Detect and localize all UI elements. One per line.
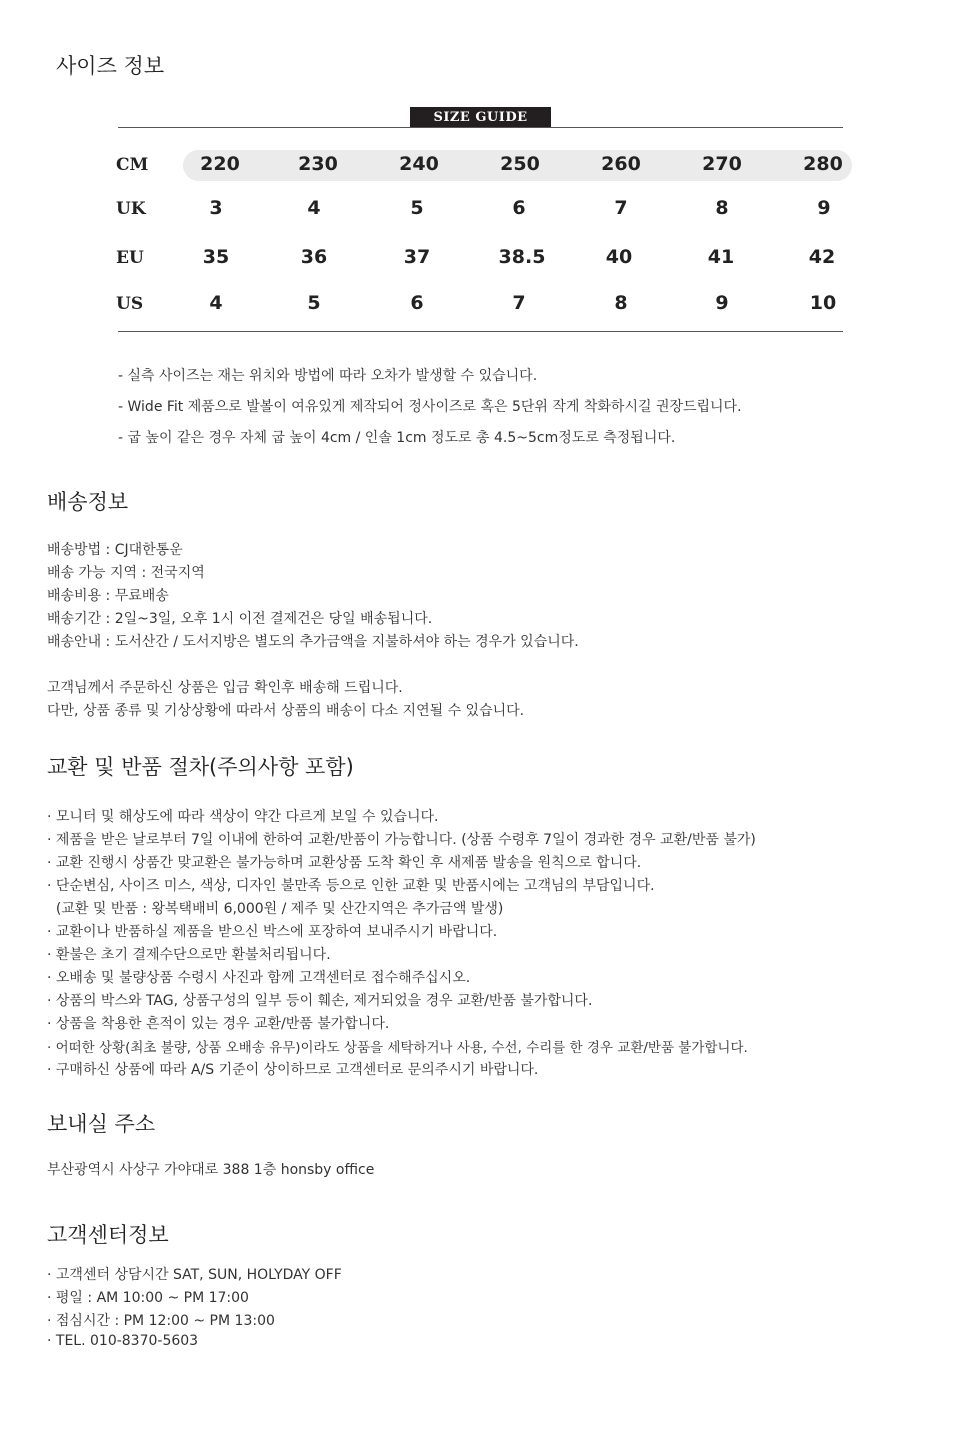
size-cell: 5 [307,292,321,314]
cs-line: · TEL. 010-8370-5603 [47,1333,199,1349]
size-cell: 5 [410,197,424,219]
size-cell: 38.5 [498,246,546,268]
size-cell: 9 [817,197,831,219]
size-cell: 3 [209,197,223,219]
size-cell: 7 [614,197,628,219]
size-cell: 10 [809,292,837,314]
row-label-uk: UK [116,199,146,219]
cs-line: · 점심시간 : PM 12:00 ~ PM 13:00 [47,1313,275,1329]
size-note: - 실측 사이즈는 재는 위치와 방법에 따라 오차가 발생할 수 있습니다. [118,368,538,384]
size-cell: 8 [614,292,628,314]
size-cell: 280 [803,153,843,175]
size-cell: 6 [512,197,526,219]
shipping-title: 배송정보 [47,490,129,514]
size-cell: 37 [403,246,431,268]
returns-title: 교환 및 반품 절차(주의사항 포함) [47,755,354,779]
cs-line: · 평일 : AM 10:00 ~ PM 17:00 [47,1290,249,1306]
row-label-cm: CM [116,155,149,175]
shipping-line: 배송비용 : 무료배송 [47,588,169,604]
size-note: - Wide Fit 제품으로 발볼이 여유있게 제작되어 정사이즈로 혹은 5단위 작게 착화하시길 권장드립니다. [118,399,742,415]
row-label-us: US [116,294,144,314]
size-cell: 4 [307,197,321,219]
shipping-line: 배송안내 : 도서산간 / 도서지방은 별도의 추가금액을 지불하셔야 하는 경우가 있습니다. [47,634,579,650]
size-cell: 230 [298,153,338,175]
returns-line: · 환불은 초기 결제수단으로만 환불처리됩니다. [47,947,331,963]
size-cell: 220 [200,153,240,175]
size-cell: 4 [209,292,223,314]
returns-line: (교환 및 반품 : 왕복택배비 6,000원 / 제주 및 산간지역은 추가금액 발생) [47,901,504,917]
size-cell: 250 [500,153,540,175]
size-cell: 7 [512,292,526,314]
address-title: 보내실 주소 [47,1112,156,1136]
address-line: 부산광역시 사상구 가야대로 388 1층 honsby office [47,1162,375,1178]
row-label-eu: EU [116,248,144,268]
returns-line: · 상품을 착용한 흔적이 있는 경우 교환/반품 불가합니다. [47,1016,390,1032]
size-cell: 36 [300,246,328,268]
shipping-line: 배송기간 : 2일~3일, 오후 1시 이전 결제건은 당일 배송됩니다. [47,611,433,627]
size-cell: 270 [702,153,742,175]
size-table-top-rule [118,127,843,128]
size-cell: 240 [399,153,439,175]
returns-line: · 상품의 박스와 TAG, 상품구성의 일부 등이 훼손, 제거되었을 경우 교환/반품 불가합니다. [47,993,593,1009]
returns-line: · 어떠한 상황(최초 불량, 상품 오배송 유무)이라도 상품을 세탁하거나 사용, 수선, 수리를 한 경우 교환/반품 불가합니다. [47,1040,748,1056]
size-cell: 6 [410,292,424,314]
returns-line: · 구매하신 상품에 따라 A/S 기준이 상이하므로 고객센터로 문의주시기 바랍니다. [47,1062,539,1078]
cs-title: 고객센터정보 [47,1223,169,1247]
size-guide-badge: SIZE GUIDE [410,107,551,128]
returns-line: · 교환 진행시 상품간 맞교환은 불가능하며 교환상품 도착 확인 후 새제품 발송을 원칙으로 합니다. [47,855,642,871]
returns-line: · 교환이나 반품하실 제품을 받으신 박스에 포장하여 보내주시기 바랍니다. [47,924,498,940]
shipping-notice: 다만, 상품 종류 및 기상상황에 따라서 상품의 배송이 다소 지연될 수 있습니다. [47,703,525,719]
size-cell: 41 [707,246,735,268]
returns-line: · 제품을 받은 날로부터 7일 이내에 한하여 교환/반품이 가능합니다. (상품 수령후 7일이 경과한 경우 교환/반품 불가) [47,832,756,848]
returns-line: · 모니터 및 해상도에 따라 색상이 약간 다르게 보일 수 있습니다. [47,809,439,825]
returns-line: · 단순변심, 사이즈 미스, 색상, 디자인 불만족 등으로 인한 교환 및 반품시에는 고객님의 부담입니다. [47,878,655,894]
size-cell: 8 [715,197,729,219]
cs-line: · 고객센터 상담시간 SAT, SUN, HOLYDAY OFF [47,1267,342,1283]
returns-line: · 오배송 및 불량상품 수령시 사진과 함께 고객센터로 접수해주십시오. [47,970,471,986]
size-cell: 260 [601,153,641,175]
shipping-line: 배송 가능 지역 : 전국지역 [47,565,205,581]
size-cell: 42 [808,246,836,268]
size-table-bottom-rule [118,331,843,332]
size-cell: 40 [605,246,633,268]
size-info-title: 사이즈 정보 [56,54,165,78]
shipping-line: 배송방법 : CJ대한통운 [47,542,183,558]
shipping-notice: 고객님께서 주문하신 상품은 입금 확인후 배송해 드립니다. [47,680,403,696]
size-note: - 굽 높이 같은 경우 자체 굽 높이 4cm / 인솔 1cm 정도로 총 4.5~5cm정도로 측정됩니다. [118,430,676,446]
size-cell: 9 [715,292,729,314]
size-cell: 35 [202,246,230,268]
